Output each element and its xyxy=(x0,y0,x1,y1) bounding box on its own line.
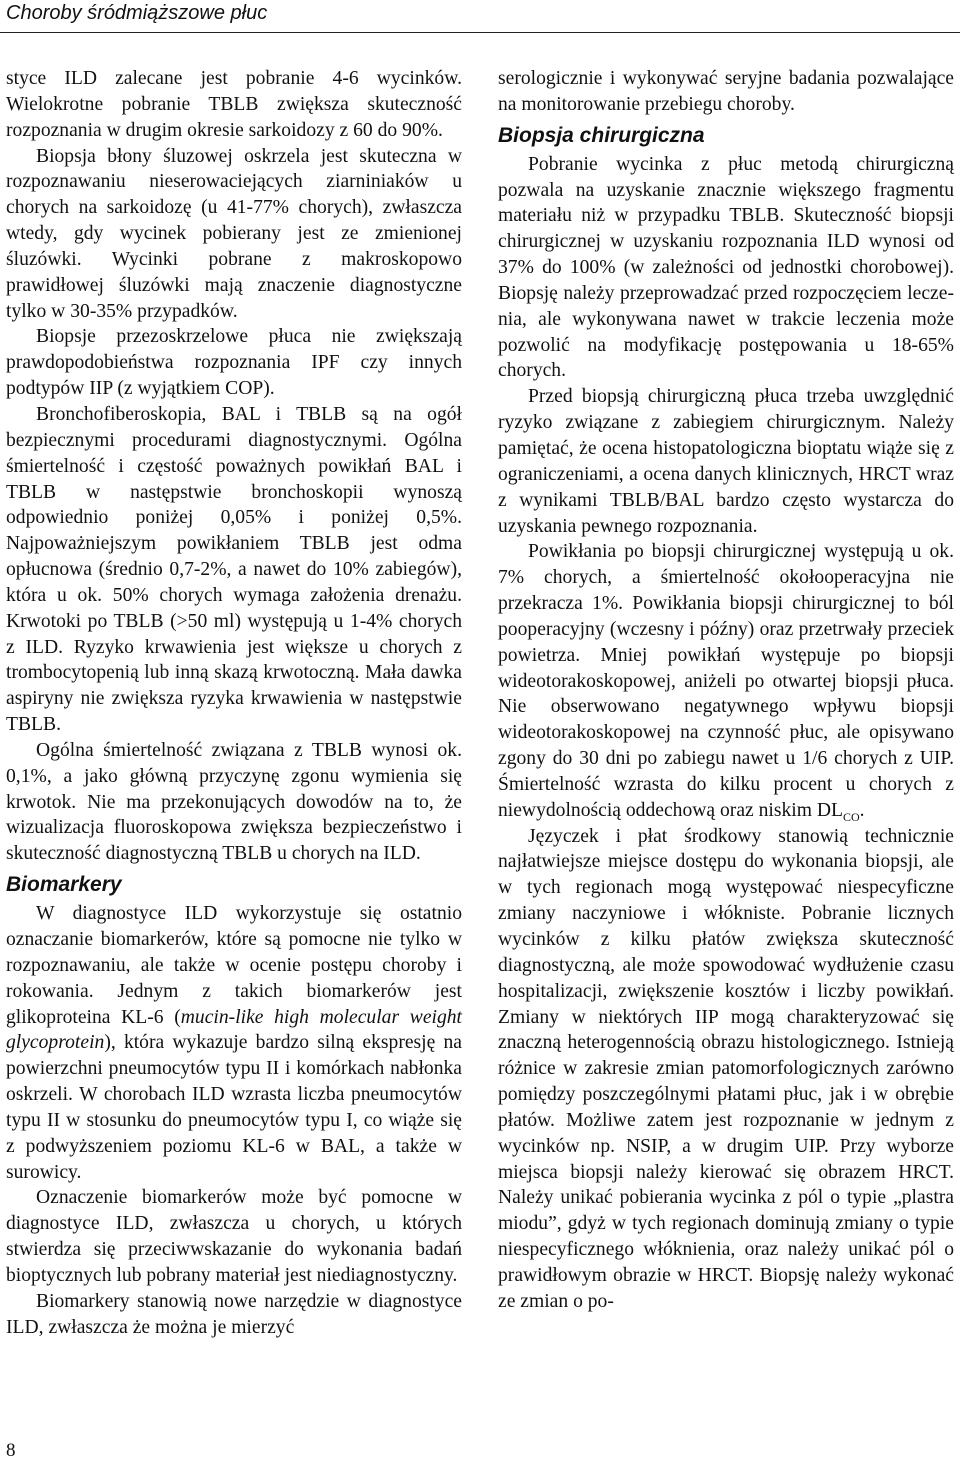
paragraph: styce ILD zalecane jest pobranie 4-6 wycinków. Wielokrotne pobranie TBLB zwiększa skuteczność rozpoznania w drugim okresie sarkoidozy z 60 do 90%. xyxy=(6,68,462,141)
text-run: ), która wykazuje bardzo silną ekspresję na powierzchni pneumocytów typu II i komórkach nabłonka oskrzeli. W chorobach ILD wzrasta liczba pneumocytów typu II w stosunku do pneumocytów typu I, co wiąże się z podwyższeniem poziomu KL-6 w BAL, a także w surowicy. xyxy=(6,1032,462,1183)
paragraph: Języczek i płat środkowy stanowią technicznie najłatwiejsze miejsce dostępu do wykonania biopsji, ale w tych regionach mogą występować niespecyficzne zmiany naczyniowe i włókniste. Pobranie licznych wycinków z kilku płatów zwiększa skuteczność diagnostyczną, ale może spowodować wydłużenie czasu hospitalizacji, zwiększenie kosztów i liczby powikłań. Zmiany w niektórych IIP mogą charakteryzować się znaczną heterogennością obrazu histologicznego. Istnieją różnice w zakresie zmian patomorfologicznych zarówno pomiędzy poszczególnymi płatami płuc, jak i w obrębie płatów. Możliwe zatem jest rozpoznanie w jednym z wycinków np. NSIP, a w drugim UIP. Przy wyborze miejsca biopsji należy kierować się obrazem HRCT. Należy unikać pobierania wycinka z pól o typie „plastra miodu”, gdyż w tych regionach dominują zmiany o typie niespecyficznego włóknienia, oraz należy unikać pól o prawidłowym obrazie w HRCT. Biopsję należy wykonać ze zmian o po- xyxy=(498,825,954,1312)
paragraph: Ogólna śmiertelność związana z TBLB wynosi ok. 0,1%, a jako główną przyczynę zgonu wymienia się krwotok. Nie ma przekonujących dowodów na to, że wizualizacja fluoroskopowa zwiększa bezpieczeństwo i skuteczność diagnostyczną TBLB u chorych na ILD. xyxy=(6,739,462,865)
paragraph: Biopsja błony śluzowej oskrzela jest skuteczna w rozpoznawaniu nieserowaciejących ziarniniaków u chorych na sarkoidozę (u 41-77% chorych), zwłaszcza wtedy, gdy wycinek pobierany jest ze zmienionej śluzówki. Wycinki pobrane z makroskopowo prawidłowej śluzówki mają znaczenie diagnostyczne tylko w 30-35% przypadków. xyxy=(6,145,462,322)
paragraph: Biopsje przezoskrzelowe płuca nie zwiększają prawdopodobieństwa rozpoznania IPF czy innych podtypów IIP (z wyjątkiem COP). xyxy=(6,326,462,400)
left-column xyxy=(6,66,462,1341)
running-header: Choroby śródmiąższowe płuc xyxy=(6,2,268,24)
subscript: CO xyxy=(842,809,860,824)
paragraph: serologicznie i wykonywać seryjne badania pozwalające na monitorowanie przebiegu choroby. xyxy=(498,68,954,115)
section-heading-biomarkery: Biomarkery xyxy=(6,873,122,897)
section-heading-biopsja-chirurgiczna: Biopsja chirurgiczna xyxy=(498,123,705,147)
text-run: Powikłania po biopsji chirurgicznej występują u ok. 7% chorych, a śmiertelność okołooperacyjna nie przekracza 1%. Powikłania biopsji chirurgicznej to ból pooperacyjny (wczesny i późny) oraz przetrwały przeciek powietrza. Mniej powikłań występuje po biopsji wideotorakoskopowej, aniżeli po otwartej biopsji płuca. Nie obserwowano negatywnego wpływu biopsji wideotorakoskopowej na czynność płuc, ale opisywano zgony do 30 dni po zabiegu nawet u 1/6 chorych z UIP. Śmiertelność wzrasta do kilku procent u chorych z niewydolnością oddechową oraz niskim DL xyxy=(498,541,954,821)
paragraph: Biomarkery stanowią nowe narzędzie w diagnostyce ILD, zwłaszcza że można je mierzyć xyxy=(6,1290,462,1338)
paragraph-complications xyxy=(498,539,954,823)
paragraph-kl6 xyxy=(6,901,462,1185)
paragraph: Pobranie wycinka z płuc metodą chirurgiczną pozwala na uzyskanie znacznie większego fragmentu materiału niż w przypadku TBLB. Skuteczność biopsji chirurgicznej w uzyskaniu rozpoznania ILD wynosi od 37% do 100% (w zależności od jednostki chorobowej). Biopsję należy przeprowadzać przed rozpoczęciem leczenia, ale wykonywana nawet w trakcie leczenia może pozwolić na modyfikację postępowania u 18-65% chorych. xyxy=(498,153,954,382)
paragraph: Przed biopsją chirurgiczną płuca trzeba uwzględnić ryzyko związane z zabiegiem chirurgicznym. Należy pamiętać, że ocena histopatologiczna bioptatu wiąże się z ograniczeniami, a ocena danych klinicznych, HRCT wraz z wynikami TBLB/BAL bardzo często wystarcza do uzyskania pewnego rozpoznania. xyxy=(498,386,954,537)
paragraph: Bronchofiberoskopia, BAL i TBLB są na ogół bezpiecznymi procedurami diagnostycznymi. Ogólna śmiertelność i częstość poważnych powikłań BAL i TBLB w następstwie bronchoskopii wynoszą odpowiednio poniżej 0,05% i poniżej 0,5%. Najpoważniejszym powikłaniem TBLB jest odma opłucnowa (średnio 0,7-2%, a nawet do 10% zabiegów), która u ok. 50% chorych wymaga założenia drenażu. Krwotoki po TBLB (>50 ml) występują u 1-4% chorych z ILD. Ryzyko krwawienia jest większe u chorych z trombocytopenią lub inną skazą krwotoczną. Mała dawka aspiryny nie zwiększa ryzyka krwawienia w następstwie TBLB. xyxy=(6,403,462,736)
text-run: . xyxy=(859,799,865,821)
header-rule xyxy=(0,32,960,33)
right-column xyxy=(498,66,954,1315)
paragraph: Oznaczenie biomarkerów może być pomocne w diagnostyce ILD, zwłaszcza u chorych, u których stwierdza się przeciwwskazanie do wykonania badań bioptycznych lub pobrany materiał jest niediagnostyczny. xyxy=(6,1187,462,1286)
page-number: 8 xyxy=(6,1440,16,1461)
italic-term: mucin-like high molecular weight glycoprotein xyxy=(6,1006,462,1054)
text-run: W diagnostyce ILD wykorzystuje się ostatnio oznaczanie biomarkerów, które są pomocne nie tylko w rozpoznawaniu, ale także w ocenie postępu choroby i rokowania. Jednym z takich biomarkerów jest glikoproteina KL-6 ( xyxy=(6,903,462,1028)
